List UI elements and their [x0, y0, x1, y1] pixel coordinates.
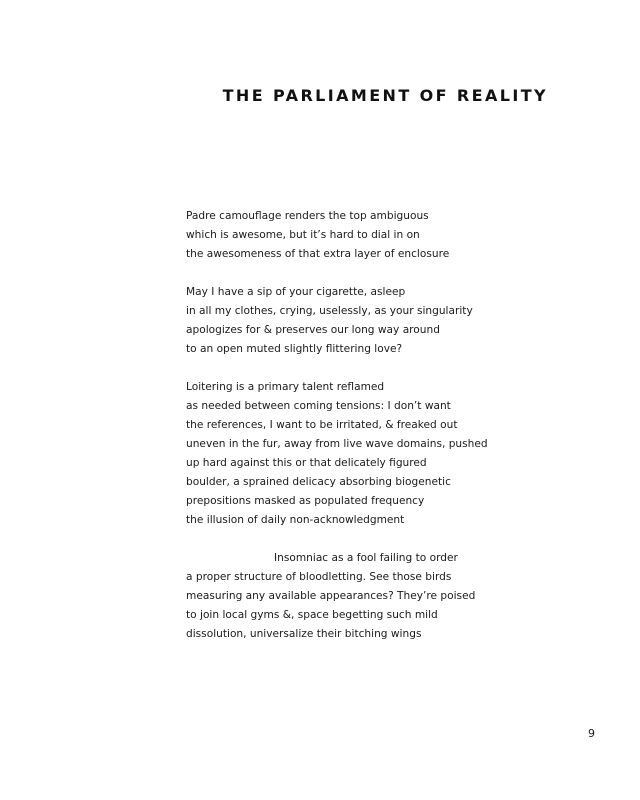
poem-line: to join local gyms &, space begetting such mild [186, 609, 438, 621]
poem-line: prepositions masked as populated frequency [186, 495, 425, 507]
stanza-4 [186, 549, 586, 644]
poem-line: May I have a sip of your cigarette, asleep [186, 286, 406, 298]
poem-line: Insomniac as a fool failing to order [274, 552, 458, 564]
poem-title: THE PARLIAMENT OF REALITY [222, 86, 548, 105]
stanza-2 [186, 283, 586, 359]
poem-line: in all my clothes, crying, uselessly, as your singularity [186, 305, 473, 317]
poem-line: Padre camouflage renders the top ambiguous [186, 210, 429, 222]
poem-line: which is awesome, but it’s hard to dial in on [186, 229, 420, 241]
poem-line: dissolution, universalize their bitching wings [186, 628, 422, 640]
poem-line: boulder, a sprained delicacy absorbing biogenetic [186, 476, 451, 488]
page-number: 9 [588, 727, 595, 740]
poem-line: measuring any available appearances? They’re poised [186, 590, 476, 602]
poem-line: up hard against this or that delicately figured [186, 457, 427, 469]
stanza-3 [186, 378, 586, 530]
poem-line: the illusion of daily non-acknowledgment [186, 514, 405, 526]
poem-line: a proper structure of bloodletting. See those birds [186, 571, 452, 583]
poem-line: Loitering is a primary talent reflamed [186, 381, 385, 393]
poem-line: apologizes for & preserves our long way around [186, 324, 440, 336]
poem-line: as needed between coming tensions: I don’t want [186, 400, 451, 412]
poem-line: uneven in the fur, away from live wave domains, pushed [186, 438, 488, 450]
poem-line: to an open muted slightly flittering love? [186, 343, 403, 355]
poem-line: the references, I want to be irritated, & freaked out [186, 419, 458, 431]
stanza-1 [186, 207, 586, 264]
poem-body [186, 207, 586, 663]
poem-line: the awesomeness of that extra layer of enclosure [186, 248, 450, 260]
